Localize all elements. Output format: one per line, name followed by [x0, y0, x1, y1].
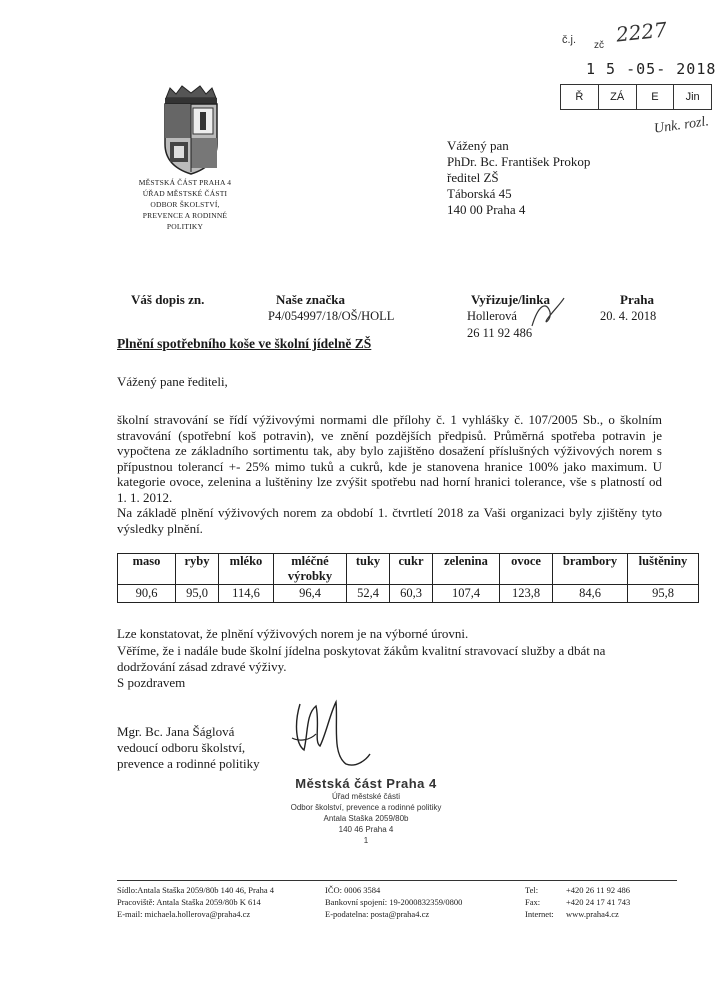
routing-box [560, 84, 712, 110]
table-cell: 123,8 [500, 585, 553, 603]
recipient-address [447, 138, 590, 218]
table-cell: 96,4 [274, 585, 347, 603]
signatory-line: prevence a rodinné politiky [117, 756, 260, 771]
footer-fax: +420 24 17 41 743 [566, 897, 631, 907]
handwritten-note: Unk. rozl. [653, 114, 710, 137]
footer-line: Sídlo:Antala Staška 2059/80b 140 46, Praha 4 [117, 885, 275, 895]
registration-prefix: č.j. [562, 34, 577, 46]
handled-by-label: Vyřizuje/linka [471, 292, 550, 307]
table-header-cell: brambory [553, 554, 628, 585]
office-line: ÚŘAD MĚSTSKÉ ČÁSTI [142, 189, 228, 198]
office-line: PREVENCE A RODINNÉ [142, 211, 228, 220]
office-line: MĚSTSKÁ ČÁST PRAHA 4 [138, 178, 232, 187]
results-table-wrapper [117, 553, 699, 603]
routing-cell: Jin [685, 91, 700, 103]
footer-label: Tel: [525, 885, 539, 895]
recipient-line: ředitel ZŠ [447, 170, 499, 185]
closing-line-1: Lze konstatovat, že plnění výživových norem je na výborné úrovni. [117, 626, 469, 641]
office-name [110, 177, 260, 232]
footer-line: Bankovní spojení: 19-2000832359/0800 [325, 897, 463, 907]
district-emblem [160, 84, 222, 181]
routing-cell: Ř [561, 85, 599, 109]
signatory-block [117, 724, 260, 772]
footer-website: www.praha4.cz [566, 909, 619, 919]
closing-line-2: Věříme, že i nadále bude školní jídelna poskytovat žákům kvalitní stravovací služby a dbát na dodržování zásad zdravé výživy. [117, 643, 606, 674]
registration-number: 2227 [614, 17, 669, 47]
stamp-line: Odbor školství, prevence a rodinné politiky [290, 803, 442, 812]
footer-line: Pracoviště: Antala Staška 2059/80b K 614 [117, 897, 261, 907]
body-paragraph-2: Na základě plnění výživových norem za období 1. čtvrtletí 2018 za Vaši organizaci byly zjištěny tyto výsledky plnění. [117, 505, 662, 536]
letter-subject: Plnění spotřebního koše ve školní jídelně ZŠ [117, 336, 372, 351]
table-cell: 84,6 [553, 585, 628, 603]
table-header-cell: luštěniny [628, 554, 699, 585]
table-header-cell: tuky [347, 554, 390, 585]
recipient-line: PhDr. Bc. František Prokop [447, 154, 591, 169]
stamp-number: 1 [363, 836, 369, 845]
stamp-line: 140 46 Praha 4 [338, 825, 394, 834]
table-cell: 52,4 [347, 585, 390, 603]
regards: S pozdravem [117, 675, 186, 690]
office-stamp [272, 776, 460, 846]
place-label: Praha [620, 292, 654, 307]
footer-phone: +420 26 11 92 486 [566, 885, 630, 895]
footer-divider [117, 880, 677, 881]
handled-by-phone: 26 11 92 486 [467, 326, 533, 340]
received-date-stamp: 1 5 -05- 2018 [586, 60, 717, 78]
table-header-cell: ryby [176, 554, 219, 585]
table-header-row [118, 554, 699, 585]
signatory-line: vedoucí odboru školství, [117, 740, 246, 755]
registration-zc: zč [594, 40, 604, 51]
letter-date: 20. 4. 2018 [600, 309, 657, 323]
table-header-cell: zelenina [433, 554, 500, 585]
routing-cell: ZÁ [599, 85, 637, 109]
body-paragraph-1: školní stravování se řídí výživovými normami dle přílohy č. 1 vyhlášky č. 107/2005 Sb., o školním stravování (spotřební koš potravin), ve znění pozdějších předpisů. Průměrná spotřeba potravin je vypočtena ze základního sortimentu tak, aby bylo zajištěno dosažení příslušných výživových norem s přípustnou tolerancí +- 25% mimo tuků a cukrů, kde je stanovena hranice 100% jako maximum. U kategorie ovoce, zelenina a luštěniny lze zvýšit spotřebu nad horní hranici tolerance, vše s platností od 1. 1. 2012. [117, 412, 662, 505]
footer-ids [325, 884, 462, 920]
signatory-line: Mgr. Bc. Jana Šáglová [117, 724, 235, 739]
table-row [118, 585, 699, 603]
handwritten-signature [286, 694, 376, 789]
stamp-line: Antala Staška 2059/80b [323, 814, 409, 823]
table-cell: 95,0 [176, 585, 219, 603]
table-header-cell: ovoce [500, 554, 553, 585]
table-header-cell: cukr [390, 554, 433, 585]
table-cell: 95,8 [628, 585, 699, 603]
recipient-line: 140 00 Praha 4 [447, 202, 526, 217]
table-header-cell: mléko [219, 554, 274, 585]
stamp-line: Úřad městské části [331, 792, 401, 801]
handled-by-name: Hollerová [467, 309, 517, 323]
table-cell: 114,6 [219, 585, 274, 603]
footer-label: Internet: [525, 909, 554, 919]
office-line: ODBOR ŠKOLSTVÍ, [150, 200, 220, 209]
our-reference-value: P4/054997/18/OŠ/HOLL [268, 309, 395, 323]
table-cell: 90,6 [118, 585, 176, 603]
table-header-cell: maso [118, 554, 176, 585]
initials-signature [528, 296, 568, 335]
your-letter-label: Váš dopis zn. [131, 292, 205, 307]
our-reference-label: Naše značka [276, 292, 345, 307]
office-line: POLITIKY [166, 222, 204, 231]
footer-line: E-mail: michaela.hollerova@praha4.cz [117, 909, 251, 919]
footer-label: Fax: [525, 897, 541, 907]
footer-line: E-podatelna: posta@praha4.cz [325, 909, 430, 919]
footer-contact-values [566, 884, 630, 920]
results-table [117, 553, 699, 603]
table-cell: 60,3 [390, 585, 433, 603]
table-header-cell: mléčné výrobky [274, 554, 347, 585]
recipient-line: Táborská 45 [447, 186, 512, 201]
salutation: Vážený pane řediteli, [117, 374, 228, 389]
table-cell: 107,4 [433, 585, 500, 603]
routing-cell: E [637, 85, 675, 109]
stamp-title: Městská část Praha 4 [295, 776, 437, 791]
footer-address [117, 884, 274, 920]
recipient-line: Vážený pan [447, 138, 509, 153]
footer-contact-labels [525, 884, 554, 920]
footer-line: IČO: 0006 3584 [325, 885, 381, 895]
